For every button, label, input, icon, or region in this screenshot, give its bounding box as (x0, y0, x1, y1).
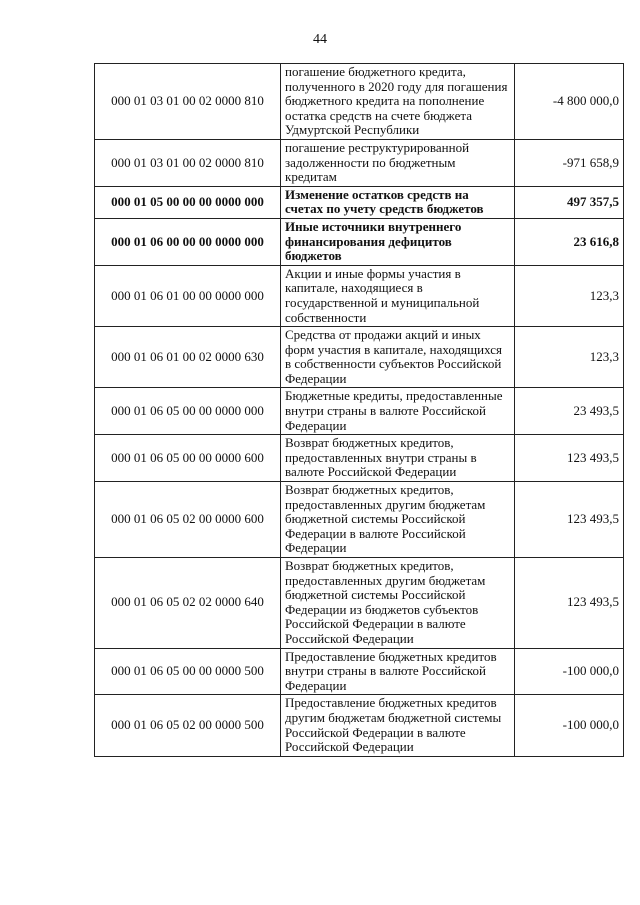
source-name: Предоставление бюджетных кредитов другим бюджетам бюджетной системы Российской Федерации в валюте Российской Федерации (281, 695, 515, 756)
table-row (95, 139, 624, 186)
budget-classification-code: 000 01 06 05 00 00 0000 000 (95, 388, 281, 435)
amount-value: 23 493,5 (515, 388, 624, 435)
budget-classification-code: 000 01 03 01 00 02 0000 810 (95, 139, 281, 186)
budget-classification-code: 000 01 06 00 00 00 0000 000 (95, 218, 281, 265)
table-row (95, 327, 624, 388)
amount-value: 23 616,8 (515, 218, 624, 265)
source-name: Акции и иные формы участия в капитале, находящиеся в государственной и муниципальной собственности (281, 265, 515, 326)
table-row (95, 648, 624, 695)
budget-sources-table (94, 63, 624, 757)
source-name: Изменение остатков средств на счетах по учету средств бюджетов (281, 186, 515, 218)
source-name: Возврат бюджетных кредитов, предоставленных другим бюджетам бюджетной системы Российской Федерации из бюджетов субъектов Российской Федерации в валюте Российской Федерации (281, 558, 515, 649)
source-name: Предоставление бюджетных кредитов внутри страны в валюте Российской Федерации (281, 648, 515, 695)
table-row (95, 265, 624, 326)
budget-classification-code: 000 01 06 05 00 00 0000 600 (95, 435, 281, 482)
budget-classification-code: 000 01 06 01 00 00 0000 000 (95, 265, 281, 326)
table-row (95, 558, 624, 649)
budget-classification-code: 000 01 03 01 00 02 0000 810 (95, 64, 281, 140)
amount-value: 123,3 (515, 327, 624, 388)
amount-value: 123 493,5 (515, 558, 624, 649)
source-name: Возврат бюджетных кредитов, предоставленных другим бюджетам бюджетной системы Российской Федерации в валюте Российской Федерации (281, 482, 515, 558)
source-name: Иные источники внутреннего финансирования дефицитов бюджетов (281, 218, 515, 265)
budget-classification-code: 000 01 06 05 00 00 0000 500 (95, 648, 281, 695)
table-row (95, 435, 624, 482)
table-row (95, 482, 624, 558)
amount-value: -971 658,9 (515, 139, 624, 186)
table-body (95, 64, 624, 757)
table-row (95, 695, 624, 756)
table-row (95, 388, 624, 435)
source-name: Средства от продажи акций и иных форм участия в капитале, находящихся в собственности субъектов Российской Федерации (281, 327, 515, 388)
budget-classification-code: 000 01 06 05 02 02 0000 640 (95, 558, 281, 649)
table-row (95, 64, 624, 140)
amount-value: 497 357,5 (515, 186, 624, 218)
amount-value: -4 800 000,0 (515, 64, 624, 140)
amount-value: -100 000,0 (515, 695, 624, 756)
amount-value: 123 493,5 (515, 482, 624, 558)
source-name: Возврат бюджетных кредитов, предоставленных внутри страны в валюте Российской Федерации (281, 435, 515, 482)
table-row (95, 186, 624, 218)
source-name: погашение бюджетного кредита, полученного в 2020 году для погашения бюджетного кредита на пополнение остатка средств на счете бюджета Удмуртской Республики (281, 64, 515, 140)
source-name: Бюджетные кредиты, предоставленные внутри страны в валюте Российской Федерации (281, 388, 515, 435)
table-row (95, 218, 624, 265)
budget-classification-code: 000 01 06 05 02 00 0000 500 (95, 695, 281, 756)
amount-value: -100 000,0 (515, 648, 624, 695)
amount-value: 123,3 (515, 265, 624, 326)
budget-classification-code: 000 01 06 05 02 00 0000 600 (95, 482, 281, 558)
source-name: погашение реструктурированной задолженности по бюджетным кредитам (281, 139, 515, 186)
page-number: 44 (313, 32, 327, 47)
amount-value: 123 493,5 (515, 435, 624, 482)
budget-classification-code: 000 01 06 01 00 02 0000 630 (95, 327, 281, 388)
budget-classification-code: 000 01 05 00 00 00 0000 000 (95, 186, 281, 218)
